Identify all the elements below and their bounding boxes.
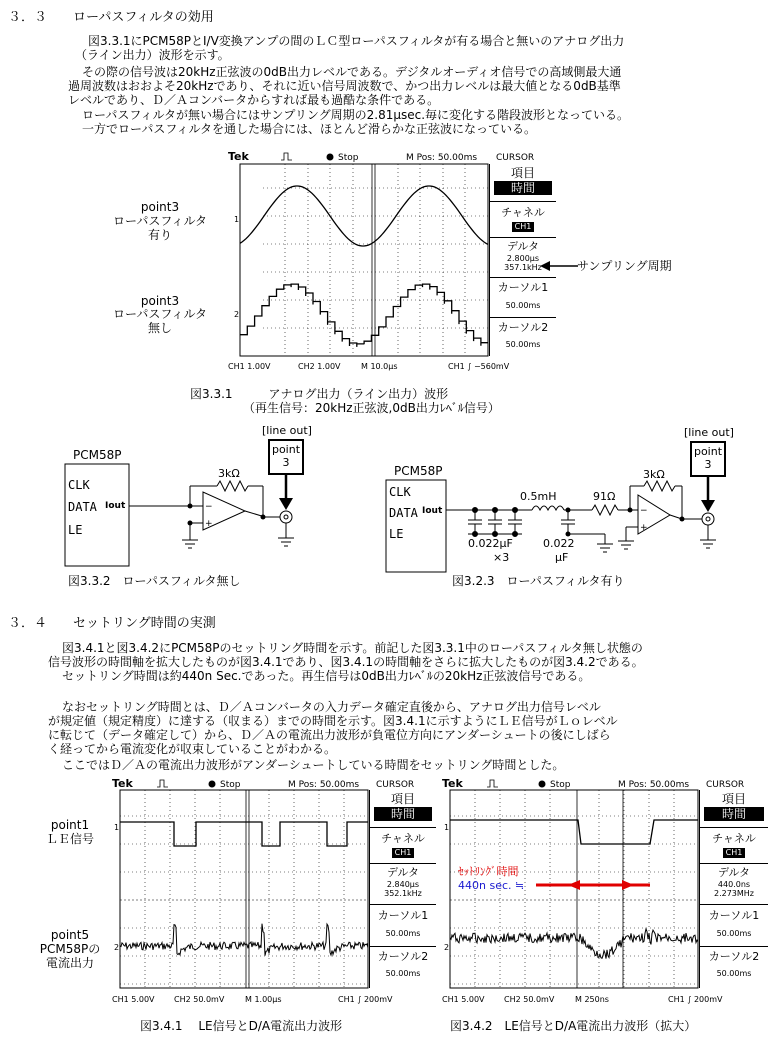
sec34-p2-line-4: く経ってから電流変化が収束していることがわかる。	[48, 742, 337, 756]
scope2-menu-channel: チャネル	[381, 832, 425, 845]
scope2-menu-ch1: CH1	[392, 848, 414, 858]
sampling-period-label: サンプリング周期	[577, 259, 672, 273]
sec34-p2-line-2: が規定値（規定精度）に達する（収まる）までの時間を示す。図3.4.1に示すようにＬＥ信号がＬｏレベル	[48, 714, 618, 728]
scope-capture-341	[110, 778, 436, 1006]
scope2-menu-cursor2: カーソル2	[377, 950, 429, 963]
scope2-ch1-marker: 1	[114, 823, 120, 832]
scope1-bottom-m: M 10.0μs	[361, 362, 398, 371]
scope3-bottom-ch2: CH2 50.0mV	[504, 995, 555, 1004]
scope1-mpos: M Pos: 50.00ms	[406, 153, 478, 163]
scope2-menu-delta: デルタ	[386, 866, 419, 879]
scope1-stop-icon	[327, 154, 334, 161]
sec33-line-5: レベルであり、Ｄ／Ａコンバータからすれば最も過酷な条件である。	[68, 93, 440, 107]
fig323-caption: 図3.2.3 ローパスフィルタ有り	[452, 574, 625, 588]
fig331-subcaption: （再生信号：20kHz正弦波,0dB出力ﾚﾍﾞﾙ信号）	[243, 401, 500, 415]
scope1-bottom-ch1: CH1 1.00V	[228, 362, 271, 371]
scope3-brand: Tek	[442, 778, 463, 790]
scope3-menu-delta: デルタ	[717, 866, 750, 879]
circ2-resistor-91	[592, 505, 618, 515]
circ2-c2-unit: μF	[555, 551, 569, 564]
scope1-brand: Tek	[228, 150, 249, 163]
scope3-menu	[699, 790, 768, 988]
sec34-p1-line-3: セットリング時間は約440n Sec.であった。再生信号は0dB出力ﾚﾍﾞﾙの20kHz正弦波信号である。	[62, 669, 591, 683]
scope3-mpos: M Pos: 50.00ms	[618, 780, 690, 790]
scope2-label-bot-1: PCM58Pの	[39, 942, 101, 956]
scope1-label-top-point: point3	[140, 200, 180, 214]
sec33-line-2: （ライン出力）波形を示す。	[75, 48, 230, 62]
sampling-arrow-icon	[540, 256, 580, 276]
scope2-cursor-title: CURSOR	[376, 780, 415, 790]
circ2-point: point	[693, 445, 723, 458]
circ2-data: DATA	[389, 506, 418, 520]
sec33-line-3: その際の信号波は20kHz正弦波の0dB出力レベルである。デジタルオーディオ信号での高域側最大通	[82, 65, 622, 79]
scope1-delta-v1: 2.800μs	[506, 254, 540, 263]
circ2-le: LE	[389, 527, 404, 541]
circ2-point-num: 3	[704, 458, 712, 471]
scope2-trace-current	[120, 924, 368, 956]
fig331-caption: 図3.3.1 アナログ出力（ライン出力）波形	[190, 387, 449, 401]
scope2-mpos: M Pos: 50.00ms	[288, 780, 360, 790]
scope3-bottom-ch1: CH1 5.00V	[442, 995, 485, 1004]
circ2-r1-label: 91Ω	[593, 490, 616, 503]
circ1-le: LE	[68, 523, 83, 537]
scope2-menu-item: 項目	[390, 792, 415, 806]
scope2-bottom-trig: CH1 ∫ 200mV	[338, 995, 393, 1004]
scope1-bottom-ch2: CH2 1.00V	[298, 362, 341, 371]
circ1-point: point	[271, 443, 301, 456]
scope3-stop-icon	[539, 781, 546, 788]
scope3-trigger-icon	[487, 780, 498, 787]
scope3-menu-time: 時間	[704, 807, 764, 821]
scope3-bottom-m: M 250ns	[575, 995, 609, 1004]
circ2-lineout: [line out]	[684, 426, 734, 439]
scope2-delta-v1: 2.840μs	[386, 880, 420, 889]
scope1-bottom-trig: CH1 ∫ −560mV	[448, 362, 510, 371]
scope3-delta-v2: 2.273MHz	[713, 889, 755, 898]
scope3-cursor-title: CURSOR	[706, 780, 745, 790]
scope3-ch2-marker: 2	[444, 943, 450, 952]
circ2-clk: CLK	[389, 485, 411, 499]
scope2-cursor1-v: 50.00ms	[385, 929, 421, 938]
scope1-label-bot-point: point3	[140, 294, 180, 308]
scope1-label-bot-2: 無し	[147, 321, 172, 335]
scope2-bottom-ch2: CH2 50.0mV	[174, 995, 225, 1004]
sec33-line-6: ローパスフィルタが無い場合にはサンプリング周期の2.81μsec.毎に変化する階段波形となっている。	[82, 108, 630, 122]
scope2-label-top-point: point1	[50, 818, 90, 832]
circ1-clk: CLK	[68, 478, 90, 492]
circ2-cap-bank	[468, 508, 522, 537]
circ2-inductor-label: 0.5mH	[520, 490, 557, 503]
scope1-ch1-marker: 1	[234, 215, 240, 224]
circ1-chip-label: PCM58P	[73, 448, 122, 462]
scope3-menu-cursor1: カーソル1	[708, 909, 760, 922]
scope2-trace-le	[120, 822, 368, 846]
circ1-point-num: 3	[282, 456, 290, 469]
section-33-heading: ３．３ ローパスフィルタの効用	[8, 10, 214, 25]
scope3-bottom-trig: CH1 ∫ 200mV	[668, 995, 723, 1004]
circ2-c1-multiplier: ×3	[493, 551, 510, 564]
scope1-label-top-1: ローパスフィルタ	[113, 214, 207, 228]
fig332-caption: 図3.3.2 ローパスフィルタ無し	[68, 574, 241, 588]
scope2-trigger-icon	[157, 780, 168, 787]
scope1-menu-delta: デルタ	[506, 240, 539, 253]
scope1-label-top-2: 有り	[147, 228, 172, 242]
scope3-ch1-marker: 1	[444, 823, 450, 832]
circ2-iout: Iout	[422, 506, 443, 516]
scope3-menu-ch1: CH1	[723, 848, 745, 858]
scope3-trace-current	[450, 929, 698, 959]
svg-text:+: +	[640, 523, 648, 533]
circ1-iout: Iout	[105, 501, 126, 511]
circ2-point-arrow-icon	[701, 500, 715, 512]
circ2-c1-label: 0.022μF	[468, 537, 513, 550]
sec33-line-4: 過周波数はおおよそ20kHzであり、それに近い信号周波数で、かつ出力レベルは最大値となる0dB基準	[68, 79, 621, 93]
circ1-resistor-label: 3kΩ	[218, 467, 240, 480]
scope1-ch2-marker: 2	[234, 310, 240, 319]
section-34-heading: ３．４ セットリング時間の実測	[8, 616, 216, 631]
scope2-label-top-1: ＬＥ信号	[45, 832, 94, 846]
scope2-menu-cursor1: カーソル1	[377, 909, 429, 922]
scope2-brand: Tek	[112, 778, 133, 790]
circ1-resistor	[217, 481, 248, 491]
scope2-stop: Stop	[220, 780, 241, 790]
scope1-cursor1-v: 50.00ms	[505, 301, 541, 310]
settling-time-title: ｾｯﾄﾘﾝｸﾞ時間	[458, 865, 519, 878]
circ2-resistor-3k	[644, 481, 675, 491]
scope2-cursor2-v: 50.00ms	[385, 969, 421, 978]
settling-left-arrow-icon	[568, 880, 580, 890]
scope1-menu-item: 項目	[510, 166, 535, 180]
circ1-output-jack	[280, 511, 292, 523]
scope3-trace-le	[450, 820, 698, 844]
circ1-point-arrow-icon	[279, 498, 293, 510]
sec34-p2-line-1: なおセットリング時間とは、Ｄ／Ａコンバータの入力データ確定直後から、アナログ出力信号レベル	[62, 700, 601, 714]
svg-text:−: −	[640, 506, 648, 516]
sec34-p1-line-2: 信号波形の時間軸を拡大したものが図3.4.1であり、図3.4.1の時間軸をさらに拡大したものが図3.4.2である。	[48, 655, 644, 669]
circ1-data: DATA	[68, 500, 97, 514]
sec34-p2-line-5: ここではＤ／Ａの電流出力波形がアンダーシュートしている時間をセットリング時間とした。	[62, 758, 565, 772]
scope1-menu-cursor2: カーソル2	[497, 321, 549, 334]
circuit-323	[380, 420, 772, 580]
circ1-lineout: [line out]	[262, 424, 312, 437]
scope3-stop: Stop	[550, 780, 571, 790]
sec33-line-1: 図3.3.1にPCM58PとI/V変換アンプの間のＬＣ型ローパスフィルタが有る場合と無いのアナログ出力	[88, 34, 625, 48]
sec33-line-7: 一方でローパスフィルタを通した場合には、ほとんど滑らかな正弦波になっている。	[82, 122, 536, 136]
circ2-chip-label: PCM58P	[394, 464, 443, 478]
scope1-menu-ch1: CH1	[512, 222, 534, 232]
scope2-menu-time: 時間	[374, 807, 432, 821]
circ2-c2-label: 0.022	[543, 537, 575, 550]
svg-text:−: −	[205, 502, 213, 512]
scope2-ch2-marker: 2	[114, 943, 120, 952]
scope1-delta-v2: 357.1kHz	[504, 263, 542, 272]
scope3-cursor2-v: 50.00ms	[716, 969, 752, 978]
sec34-p2-line-3: に転じて（データ確定して）から、Ｄ／Ａの電流出力波形が負電位方向にアンダーシュートの後にしばら	[48, 728, 611, 742]
scope3-menu-cursor2: カーソル2	[708, 950, 760, 963]
settling-time-value: 440n sec. ≒	[458, 879, 525, 892]
scope-capture-342	[440, 778, 768, 1006]
scope3-delta-v1: 440.0ns	[717, 880, 751, 889]
circuit-332	[55, 420, 355, 580]
scope2-bottom-ch1: CH1 5.00V	[112, 995, 155, 1004]
circ2-output-jack	[702, 513, 714, 525]
scope3-menu-channel: チャネル	[712, 832, 756, 845]
fig342-caption: 図3.4.2 LE信号とD/A電流出力波形（拡大）	[450, 1019, 697, 1033]
scope2-label-bot-2: 電流出力	[45, 956, 94, 970]
circ2-inductor	[532, 506, 564, 510]
sec34-p1-line-1: 図3.4.1と図3.4.2にPCM58Pのセットリング時間を示す。前記した図3.3.1中のローパスフィルタ無し状態の	[62, 641, 643, 655]
circ2-r2-label: 3kΩ	[643, 468, 665, 481]
scope3-cursor1-v: 50.00ms	[716, 929, 752, 938]
svg-text:+: +	[205, 519, 213, 529]
scope1-label-bot-1: ローパスフィルタ	[113, 307, 207, 321]
settling-right-arrow-icon	[622, 880, 634, 890]
scope2-delta-v2: 352.1kHz	[384, 889, 422, 898]
scope2-bottom-m: M 1.00μs	[245, 995, 282, 1004]
scope1-menu-channel: チャネル	[501, 206, 545, 219]
scope-capture-331	[226, 150, 556, 374]
scope1-cursor2-v: 50.00ms	[505, 340, 541, 349]
fig341-caption: 図3.4.1 LE信号とD/A電流出力波形	[140, 1019, 343, 1033]
scope1-cursor-title: CURSOR	[496, 153, 535, 163]
scope1-menu-cursor1: カーソル1	[497, 281, 549, 294]
scope2-menu	[369, 790, 436, 988]
scope2-stop-icon	[209, 781, 216, 788]
scope3-menu-item: 項目	[721, 792, 746, 806]
scope1-menu-time: 時間	[494, 181, 552, 195]
scope2-label-bot-point: point5	[50, 928, 90, 942]
scope1-stop: Stop	[338, 153, 359, 163]
